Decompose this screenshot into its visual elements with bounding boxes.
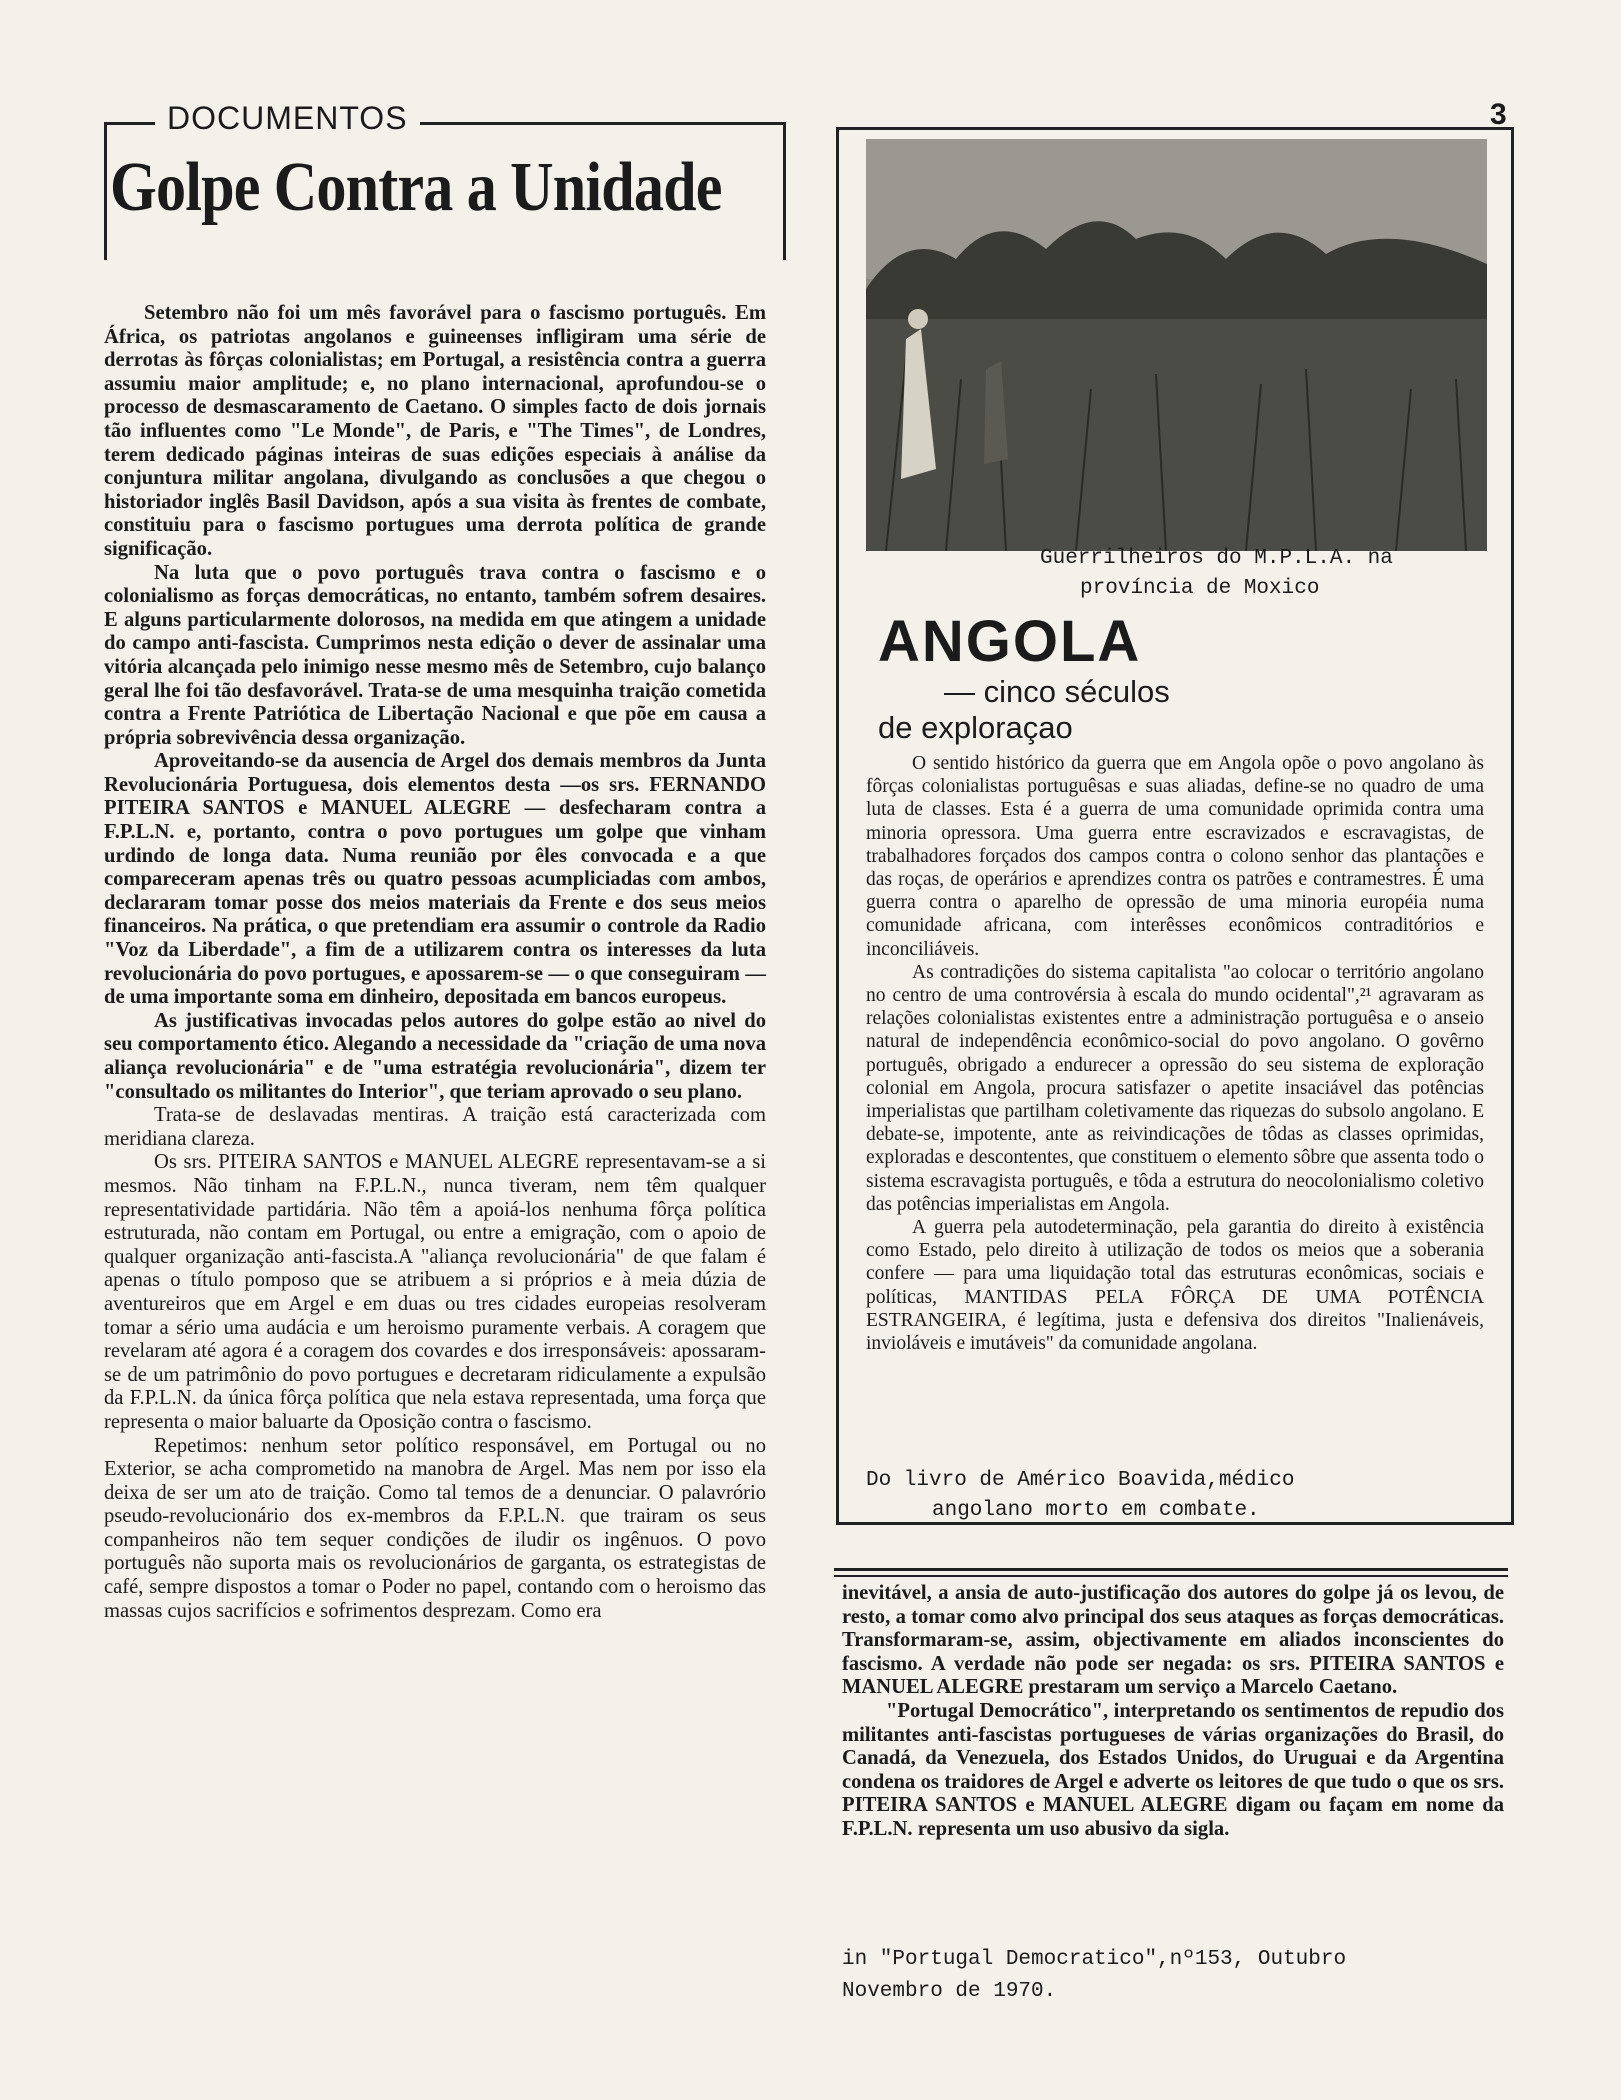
paragraph: Na luta que o povo português trava contra o fascismo e o colonialismo as forças democráticas, no entanto, também sofrem desaires. E alguns particularmente dolorosos, na medida em que atingem a unidade do campo anti-fascista. Cumprimos nesta edição o dever de assinalar uma vitória alcançada pelo inimigo nesse mesmo mês de Setembro, cujo balanço geral lhe foi tão desfavorável. Trata-se de uma mesquinha traição cometida contra a Frente Patriótica de Libertação Nacional e que põe em causa a própria sobrevivência dessa organização. xyxy=(104,561,766,749)
paragraph: "Portugal Democrático", interpretando os sentimentos de repudio dos militantes anti-fascistas portugueses de várias organizações do Brasil, do Canadá, da Venezuela, dos Estados Unidos, do Uruguai e da Argentina condena os traidores de Argel e adverte os leitores de que tudo o que os srs. PITEIRA SANTOS e MANUEL ALEGRE digam ou façam em nome da F.P.L.N. representa um uso abusivo da sigla. xyxy=(842,1699,1504,1840)
divider-rule xyxy=(834,1575,1508,1577)
page-number: 3 xyxy=(1490,98,1507,131)
paragraph: inevitável, a ansia de auto-justificação dos autores do golpe já os levou, de resto, a tomar como alvo principal dos seus ataques as forças democráticas. Transformaram-se, assim, objectivamente em aliados inconscientes do fascismo. A verdade não pode ser negada: os srs. PITEIRA SANTOS e MANUEL ALEGRE prestaram um serviço a Marcelo Caetano. xyxy=(842,1582,1504,1699)
paragraph: Os srs. PITEIRA SANTOS e MANUEL ALEGRE representavam-se a si mesmos. Não tinham na F.P.L.N., nunca tiveram, nem têm qualquer representatividade partidária. Não têm a apoiá-los nenhuma fôrça política estruturada, não contam em Portugal, ou entre a emigração, com o apoio de qualquer organização anti-fascista.A "aliança revolucionária" de que falam é apenas o título pomposo que se atribuem a si próprios e à meia dúzia de aventureiros que em Argel e em duas ou tres cidades europeias resolveram tomar a sério uma audácia e um heroismo puramente verbais. A coragem que revelaram até agora é a coragem dos covardes e dos irresponsáveis: apossaram-se de um patrimônio do povo portugues e decretaram ridiculamente a expulsão da F.P.L.N. da única fôrça política que nela estava representada, uma força que representa o maior baluarte da Oposição contra o fascismo. xyxy=(104,1151,766,1433)
continuation-body xyxy=(842,1582,1504,1842)
article-body xyxy=(104,302,766,1623)
paragraph: Repetimos: nenhum setor político responsável, em Portugal ou no Exterior, se acha comprometido na manobra de Argel. Mas nem por isso ela deixa de ser um ato de traição. Como tal temos de a denunciar. O palavrório pseudo-revolucionário dos ex-membros da F.P.L.N. que trairam os seus companheiros não tem sequer condições de iludir os ingênuos. O povo português não suporta mais os revolucionários de garganta, os estrategistas de café, sempre dispostos a tomar o Poder no papel, contando com o heroismo das massas cujos sacrifícios e sofrimentos desprezam. Como era xyxy=(104,1434,766,1622)
angola-title: ANGOLA xyxy=(878,609,1142,674)
photo-illustration xyxy=(866,139,1487,551)
angola-body xyxy=(866,752,1484,1355)
article-title: Golpe Contra a Unidade xyxy=(110,149,722,226)
angola-source: Do livro de Américo Boavida,médico angolano morto em combate. xyxy=(866,1469,1295,1522)
paragraph: O sentido histórico da guerra que em Angola opõe o povo angolano às fôrças colonialistas portuguêsas e suas aliadas, define-se no quadro de uma luta de classes. Esta é a guerra de uma comunidade oprimida contra uma minoria opressora. Uma guerra entre escravizados e escravagistas, de trabalhadores forçados dos campos contra o colono senhor das plantações e das roças, de operários e aprendizes contra os patrões e contramestres. É uma guerra contra o aparelho de opressão de uma minoria européia numa comunidade africana, com interêsses econômicos contraditórios e inconciliáveis. xyxy=(866,753,1484,960)
paragraph: As justificativas invocadas pelos autores do golpe estão ao nivel do seu comportamento ético. Alegando a necessidade da "criação de uma nova aliança revolucionária" e de "uma estratégia revolucionária", dizem ter "consultado os militantes do Interior", que teriam aprovado o seu plano. xyxy=(104,1009,766,1103)
divider-rule xyxy=(834,1568,1508,1571)
section-label: DOCUMENTOS xyxy=(155,100,420,137)
angola-subtitle: — cinco séculos de exploraçao xyxy=(878,674,1170,745)
paragraph: Trata-se de deslavadas mentiras. A traição está caracterizada com meridiana clareza. xyxy=(104,1104,766,1150)
photo-caption: Guerrilheiros do M.P.L.A. na província de Moxico xyxy=(1040,547,1393,600)
paragraph: As contradições do sistema capitalista "ao colocar o território angolano no centro de uma controvérsia à escala do mundo ocidental",²¹ agravaram as relações colonialistas existentes entre a administração portuguêsa e o anseio natural de independência econômico-social do povo angolano. O govêrno português, obrigado a endurecer a opressão do seu sistema de exploração colonial em Angola, procura satisfazer o apetite insaciável das potências imperialistas que partilham coletivamente das riquezas do subsolo angolano. E debate-se, impotente, ante as reivindicações de tôdas as classes oprimidas, exploradas e descontentes, que constituem o elemento sôbre que assenta todo o sistema escravagista português, e tôda a estrutura do neocolonialismo coletivo das potências imperialistas em Angola. xyxy=(866,961,1484,1215)
citation: in "Portugal Democratico",nº153, Outubro Novembro de 1970. xyxy=(842,1948,1347,2003)
paragraph: A guerra pela autodeterminação, pela garantia do direito à existência como Estado, pelo direito à utilização de todos os meios que a soberania confere — para uma liquidação total das estruturas econômicas, sociais e políticas, MANTIDAS PELA FÔRÇA DE UMA POTÊNCIA ESTRANGEIRA, é legítima, justa e defensiva dos direitos "Inalienáveis, invioláveis e imutáveis" da comunidade angolana. xyxy=(866,1217,1484,1355)
paragraph: Setembro não foi um mês favorável para o fascismo português. Em África, os patriotas angolanos e guineenses infligiram uma série de derrotas às fôrças colonialistas; em Portugal, a resistência contra a guerra assumiu maior amplitude; e, no plano internacional, aprofundou-se o processo de desmascaramento de Caetano. O simples facto de dois jornais tão influentes como "Le Monde", de Paris, e "The Times", de Londres, terem dedicado páginas inteiras de suas edições especiais à análise da conjuntura militar angolana, divulgando as conclusões a que chegou o historiador inglês Basil Davidson, após a sua visita às frentes de combate, constituiu para o fascismo portugues uma derrota política de grande significação. xyxy=(104,302,766,560)
guerrilla-photo xyxy=(866,139,1487,551)
paragraph: Aproveitando-se da ausencia de Argel dos demais membros da Junta Revolucionária Portuguesa, dois elementos desta —os srs. FERNANDO PITEIRA SANTOS e MANUEL ALEGRE — desfecharam contra a F.P.L.N. e, portanto, contra o povo portugues um golpe que vinham urdindo de longa data. Numa reunião por êles convocada e a que compareceram apenas três ou quatro pessoas acumpliciadas com ambos, declararam tomar posse dos meios materiais da Frente e dos seus meios financeiros. Na prática, o que pretendiam era assumir o controle da Radio "Voz da Liberdade", a fim de a utilizarem contra os interesses da luta revolucionária do povo portugues, e apossarem-se — o que conseguiram — de uma importante soma em dinheiro, depositada em bancos europeus. xyxy=(104,750,766,1009)
